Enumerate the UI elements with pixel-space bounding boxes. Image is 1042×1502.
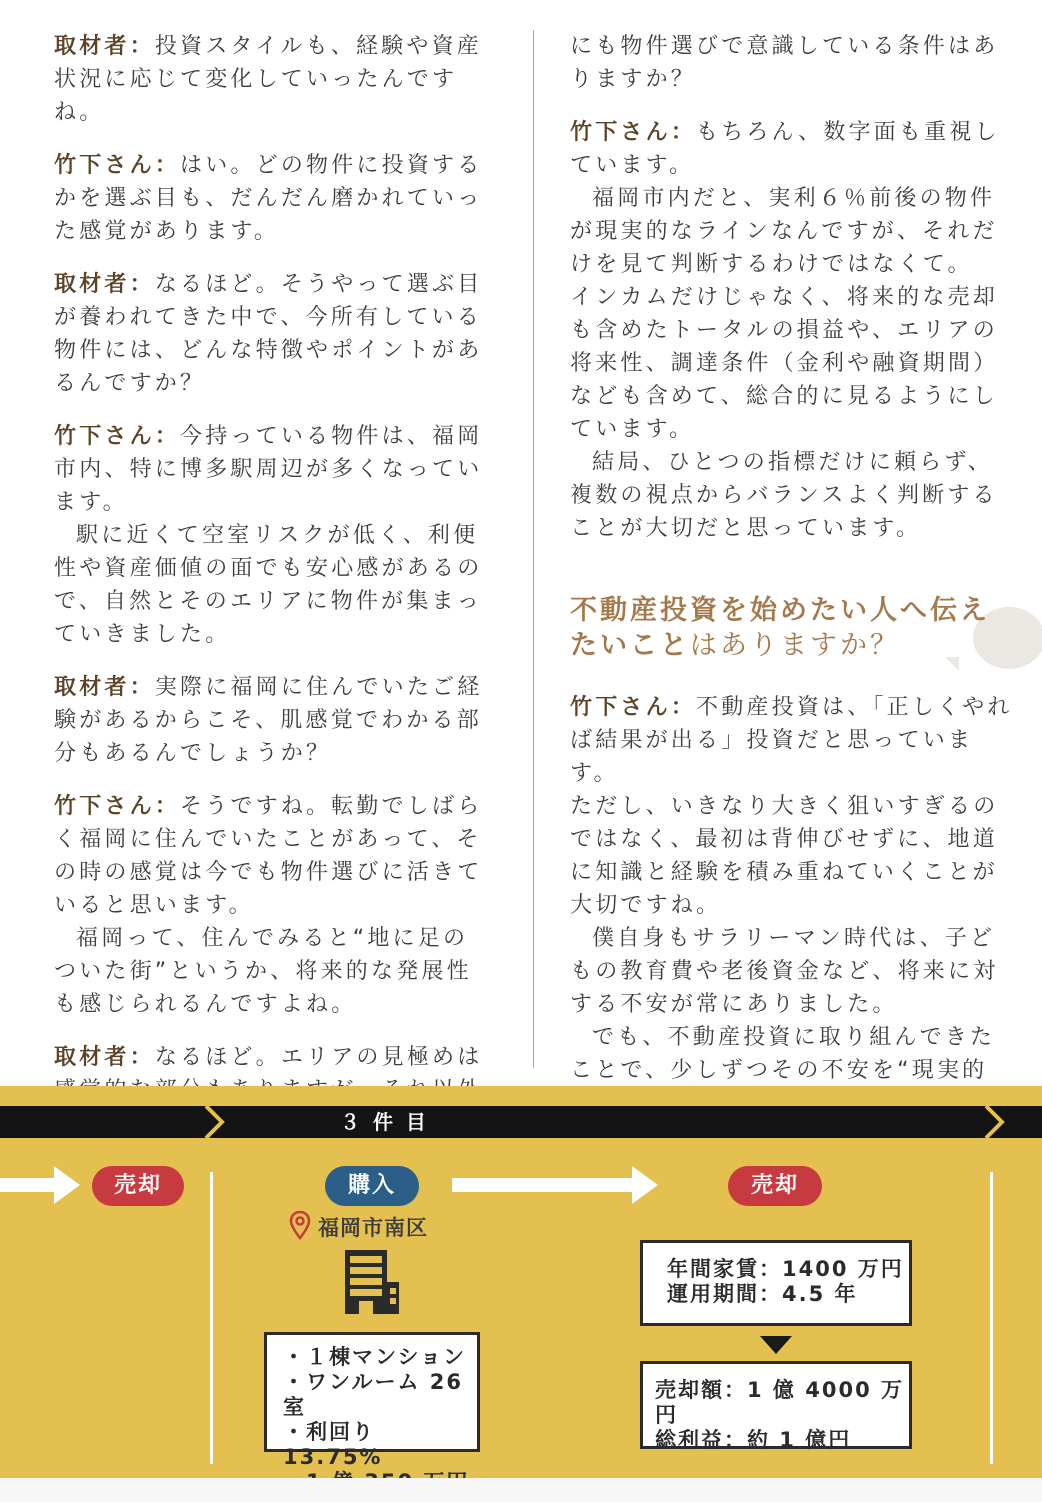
text-line [54,334,504,367]
text-line: 将来性、調達条件（金利や融資期間） [570,351,999,376]
text-line [54,268,504,301]
text-span: 大切ですね。 [570,893,722,918]
text-span: ではなく、最初は背伸びせずに、地道 [570,827,998,852]
arrow-right-icon [54,1166,80,1204]
dialogue-paragraph [570,30,1015,96]
text-span: なるほど。エリアの見極めは [154,1045,483,1070]
heading-line-2 [570,628,1015,663]
text-line: 福岡って、住んでみると“地に足の [76,926,469,951]
text-line [54,790,504,823]
arrow-right-icon [632,1166,658,1204]
text-line [570,889,1015,922]
text-line [54,301,504,334]
chevron-right-icon [982,1106,1010,1138]
property-timeline [0,1086,1042,1478]
text-line [54,63,504,129]
heading-line-2-bold: たいこと [570,630,690,661]
text-line: インカムだけじゃなく、将来的な売却 [570,285,998,310]
speaker-separator: ： [154,794,181,819]
text-line [570,116,1015,149]
box-line: 運用期間：4.5 年 [667,1282,858,1306]
text-line [570,724,1015,790]
text-line: も感じられるんですよね。 [54,992,357,1017]
text-span: 分もあるんでしょうか？ [54,741,332,766]
text-line [54,671,504,704]
arrow-down-icon [760,1336,792,1356]
speaker-separator: ： [129,1045,155,1070]
text-line: 福岡市内だと、実利６％前後の物件 [592,186,996,211]
text-line: もの教育費や老後資金など、将来に対 [570,959,999,984]
text-line [54,149,504,182]
text-line: で、自然とそのエリアに物件が集まっ [54,589,482,614]
text-span: 物件には、どんな特徴やポイントがあ [54,338,483,363]
text-line: 結局、ひとつの指標だけに頼らず、 [592,450,994,475]
text-line: けを見て判断するわけではなくて。 [570,252,973,277]
dialogue-paragraph [54,790,504,1021]
dialogue-paragraph [54,268,504,400]
speaker-name: 取材者 [54,272,130,297]
text-span: た感覚があります。 [54,219,280,244]
text-line: ています。 [570,417,695,442]
sell-badge-right: 売却 [728,1166,822,1206]
speaker-name: 竹下さん [570,695,671,720]
text-line [54,367,504,400]
dialogue-paragraph [54,149,504,248]
speaker-separator: ： [154,424,181,449]
speaker-name: 竹下さん [54,424,155,449]
location-label: 福岡市南区 [318,1216,428,1240]
text-span: いると思います。 [54,893,254,918]
box-line: ・ワンルーム 26 室 [283,1370,464,1419]
building-icon [335,1246,407,1318]
text-line [570,823,1015,856]
text-span: ています。 [570,153,695,178]
stage-label: ３ 件 目 [340,1110,429,1134]
rent-info-box [640,1240,912,1326]
speaker-separator: ： [129,272,155,297]
text-span: 状況に応じて変化していったんですね。 [54,67,458,125]
text-line [54,453,504,486]
speaker-name: 取材者 [54,675,130,700]
speaker-separator: ： [670,120,697,145]
text-line: なども含めて、総合的に見るようにし [570,384,998,409]
text-span: りますか？ [570,67,697,92]
text-span: そうですね。転勤でしばら [180,794,483,819]
dialogue-paragraph [570,116,1015,545]
speaker-name: 竹下さん [54,794,155,819]
text-span: 験があるからこそ、肌感覚でわかる部 [54,708,482,733]
speaker-separator: ： [670,695,697,720]
text-line [54,30,504,63]
text-span: ます。 [54,490,128,515]
location-pin-icon [289,1210,311,1240]
left-column [54,30,504,1127]
text-line [570,63,1015,96]
text-line [570,790,1015,823]
text-span: にも物件選びで意識している条件はあ [570,34,999,59]
text-span: 投資スタイルも、経験や資産 [154,34,482,59]
text-line [570,856,1015,889]
dialogue-paragraph [54,671,504,770]
speaker-separator: ： [154,153,181,178]
speaker-name: 竹下さん [570,120,671,145]
text-line [54,737,504,770]
column-divider [533,30,534,1068]
dialogue-paragraph [54,420,504,651]
text-line [54,889,504,922]
arrow-line [0,1178,56,1192]
chevron-right-icon [202,1106,230,1138]
text-line [54,182,504,215]
text-span: 実際に福岡に住んでいたご経 [154,675,483,700]
text-line [54,823,504,856]
text-line [54,856,504,889]
text-line: 僕自身もサラリーマン時代は、子ど [592,926,996,951]
page-bottom-strip [0,1478,1042,1502]
box-line: 売却額：1 億 4000 万円 [655,1378,904,1427]
sell-badge-left: 売却 [92,1166,184,1206]
text-line: ことが大切だと思っています。 [570,516,922,541]
text-span: の時の感覚は今でも物件選びに活きて [54,860,483,885]
text-span: ば結果が出る」投資だと思っています。 [570,728,974,786]
text-span: 市内、特に博多駅周辺が多くなってい [54,457,483,482]
heading-line-2-light: はありますか？ [690,630,900,661]
text-span: に知識と経験を積み重ねていくことが [570,860,998,885]
arrow-line [452,1178,634,1192]
text-line: 複数の視点からバランスよく判断する [570,483,998,508]
text-span: 今持っている物件は、福岡 [180,424,483,449]
text-span: なるほど。そうやって選ぶ目 [154,272,483,297]
box-line: 年間家賃：1400 万円 [667,1257,904,1281]
speaker-name: 取材者 [54,34,130,59]
right-column-top [570,30,1015,545]
property-info-box [264,1332,480,1469]
speaker-name: 竹下さん [54,153,155,178]
timeline-divider [990,1172,993,1464]
speaker-separator: ： [129,34,155,59]
text-line: ことで、少しずつその不安を“現実的 [570,1058,988,1083]
text-line: も含めたトータルの損益や、エリアの [570,318,998,343]
dialogue-paragraph [570,691,1015,1087]
text-line: が現実的なラインなんですが、それだ [570,219,998,244]
text-line [570,149,1015,182]
speaker-name: 取材者 [54,1045,130,1070]
section-heading [570,593,1015,663]
text-span: が養われてきた中で、今所有している [54,305,482,330]
right-column-bottom [570,691,1015,1087]
text-span: かを選ぶ目も、だんだん磨かれていっ [54,186,483,211]
text-line [54,1041,504,1074]
text-line: 駅に近くて空室リスクが低く、利便 [76,523,479,548]
text-line [570,691,1015,724]
text-line [54,486,504,519]
text-span: はい。どの物件に投資する [180,153,483,178]
heading-line-1: 不動産投資を始めたい人へ伝え [570,595,990,626]
text-line [54,215,504,248]
dialogue-paragraph [54,30,504,129]
buy-badge: 購入 [325,1166,419,1206]
text-line: する不安が常にありました。 [570,992,898,1017]
text-span: ただし、いきなり大きく狙いすぎるの [570,794,999,819]
text-line: 性や資産価値の面でも安心感があるの [54,556,483,581]
right-column [570,30,1015,1107]
box-line: ・利回り 13.75% [283,1420,383,1469]
text-span: 不動産投資は、「正しくやれ [696,695,1013,720]
box-line: ・１棟マンション [283,1345,467,1369]
sale-result-box [640,1361,912,1452]
box-line: 総利益：約 1 億円 [655,1428,852,1452]
timeline-bar [0,1106,1042,1138]
text-span: もちろん、数字面も重視し [696,120,1000,145]
timeline-divider [210,1172,213,1464]
text-line: ついた街”というか、将来的な発展性 [54,959,472,984]
speaker-separator: ： [129,675,155,700]
text-line: でも、不動産投資に取り組んできた [592,1025,996,1050]
text-span: く福岡に住んでいたことがあって、そ [54,827,482,852]
text-span: るんですか？ [54,371,206,396]
text-line: ていきました。 [54,622,231,647]
text-line [54,704,504,737]
text-line [54,420,504,453]
text-line [570,30,1015,63]
